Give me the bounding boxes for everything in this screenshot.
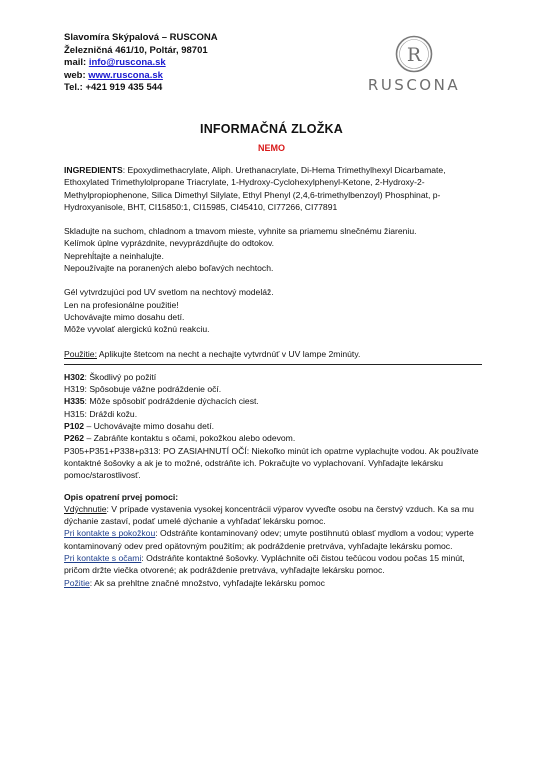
hazard-code: H335 [64,396,85,407]
first-aid-text: : V prípade vystavenia vysokej koncentrácii výparov vyveďte osobu na čerstvý vzduch. Ka sa mu dýchanie zastaví, podať umelé dýchanie a vyhľadať lekársku pomoc. [64,503,474,527]
first-aid-label: Požitie [64,577,90,588]
document-body [64,164,482,589]
hazard-text: : Spôsobuje vážne podráždenie očí. [84,384,222,395]
mail-line [64,57,218,70]
ingredients-paragraph [64,164,482,213]
web-line [64,70,218,83]
hazard-code: H315 [64,408,85,419]
mail-label: mail: [64,57,87,69]
phone: Tel.: +421 919 435 544 [64,82,163,94]
first-aid-list [64,503,482,589]
first-aid-item [64,577,482,589]
hazard-statement [64,408,482,420]
storage-line: Kelímok úplne vyprázdnite, nevyprázdňujte do odtokov. [64,238,275,249]
first-aid-text: : Odstráňte kontaminovaný odev; umyte postihnutú oblasť mydlom a vodou; vyperte kontaminovaný odev pred opätovným použitím; ak podráždenie pretrváva, vyhľadajte lekársku pomoc. [64,528,474,551]
first-aid-item [64,527,482,552]
mail-link[interactable]: info@ruscona.sk [88,57,166,69]
hazard-text: – Uchovávajte mimo dosahu detí. [84,421,215,432]
storage-line: Nepoužívajte na poranených alebo boľavých nechtoch. [64,263,274,274]
hazard-text: : Môže spôsobiť podráždenie dýchacích ciest. [84,396,259,407]
hazard-code: P102 [64,421,85,432]
hazard-code: H302 [64,371,85,382]
ingredients-label: INGREDIENTS [64,165,123,175]
first-aid-heading: Opis opatrení prvej pomoci: [64,491,179,502]
page-title: INFORMAČNÁ ZLOŽKA [200,122,343,136]
first-aid-label: Pri kontakte s očami [64,553,142,564]
company-address: Železničná 461/10, Poltár, 98701 [64,44,208,56]
contact-block [64,32,218,95]
usage-label: Použitie: [64,348,97,359]
first-aid-label: Vdýchnutie [64,503,107,514]
ingredients-text: : Epoxydimethacrylate, Aliph. Urethanacrylate, Di-Hema Trimethylhexyl Dicarbamate, Ethoxylated Trimethylolpropane Triacrylate, 1-Hydroxy-Cyclohexylphenyl-Ketone, 2-Hydroxy-2-Methylpropiophenone, Silica Dimethyl Silylate, Ethyl Phenyl (2,4,6-trimethylbenzoyl) Phosphinat, p-Hydroxyanisole, BHT, CI15850:1, CI15985, CI45410, CI77266, CI77891 [64,165,446,212]
description-line: Uchovávajte mimo dosahu detí. [64,311,185,322]
hazard-statement [64,432,482,444]
logo-text: RUSCONA [367,76,461,94]
hazard-statement [64,420,482,432]
hazard-statement [64,395,482,407]
hazard-statement [64,383,482,395]
hazard-code: H319 [64,384,85,395]
ruscona-logo [356,34,472,98]
hazard-text: : Škodlivý po požití [84,371,157,382]
web-label: web: [64,69,86,81]
hazard-code: P262 [64,433,85,444]
section-divider [64,364,482,365]
usage-text: Aplikujte štetcom na necht a nechajte vytvrdnúť v UV lampe 2minúty. [96,348,361,359]
hazard-statement [64,371,482,383]
hazard-text: – Zabráňte kontaktu s očami, pokožkou alebo odevom. [84,433,296,444]
company-name: Slavomíra Skýpalová – RUSCONA [64,32,218,43]
hazard-text: : Dráždi kožu. [84,408,138,419]
first-aid-text: : Odstráňte kontaktné šošovky. Vypláchnite oči čistou tečúcou vodou počas 15 minút, pričom držte viečka otvorené; ak podráždenie pretrváva, vyhľadajte lekársku pomoc. [64,553,465,576]
logo-letter: R [406,44,422,66]
web-link[interactable]: www.ruscona.sk [88,69,163,81]
product-name: NEMO [258,143,285,153]
logo-emblem-icon [394,34,434,74]
hazard-statement [64,445,482,482]
description-line: Len na profesionálne použitie! [64,299,179,310]
hazard-code: P305+P351+P338+p313 [64,445,159,456]
description-line: Gél vytvrdzujúci pod UV svetlom na nechtový modeláž. [64,287,274,298]
description-line: Môže vyvolať alergickú kožnú reakciu. [64,324,210,335]
storage-line: Neprehĺtajte a neinhalujte. [64,250,164,261]
first-aid-text: : Ak sa prehltne značné množstvo, vyhľadajte lekársku pomoc [89,577,325,588]
first-aid-item [64,503,482,528]
storage-line: Skladujte na suchom, chladnom a tmavom mieste, vyhnite sa priamemu slnečnému žiareniu. [64,226,417,237]
first-aid-item [64,552,482,577]
usage-paragraph [64,348,482,360]
hazard-list [64,371,482,482]
first-aid-label: Pri kontakte s pokožkou [64,528,156,539]
hazard-text: : PO ZASIAHNUTÍ OČÍ: Niekoľko minút ich opatrne vyplachujte vodou. Ak používate kontaktné šošovky a ak je to možné, odstráňte ich. Pokračujte vo vyplachovaní. Vyhľadajte lekársku pomoc/starostlivosť. [64,445,479,481]
